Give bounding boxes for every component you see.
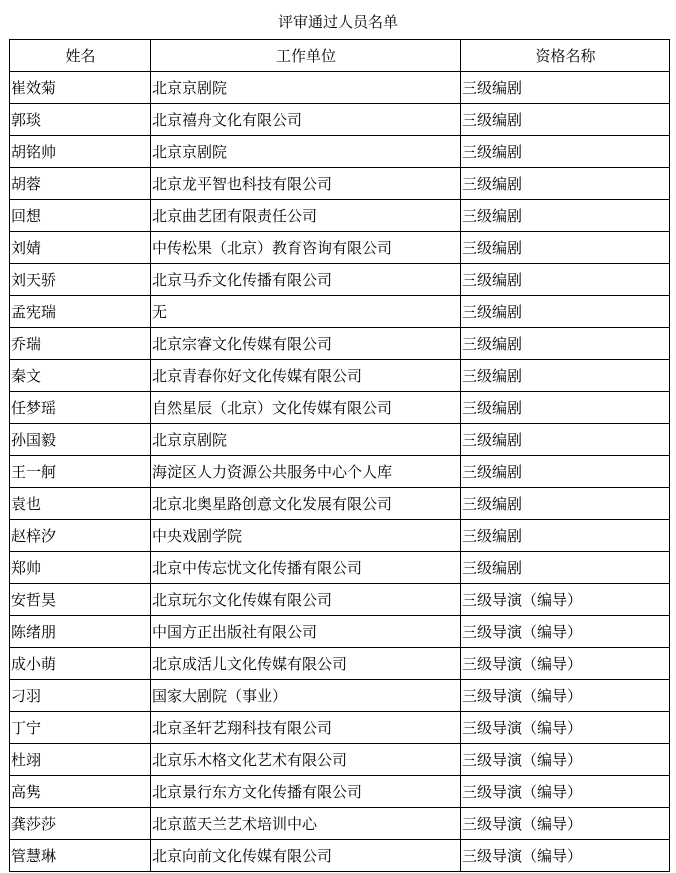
name-cell: 杜翊 — [10, 744, 151, 776]
qualification-cell: 三级导演（编导） — [461, 584, 670, 616]
qualification-cell: 三级编剧 — [461, 424, 670, 456]
work-unit-cell: 无 — [151, 296, 461, 328]
table-row — [10, 808, 670, 840]
name-cell: 成小萌 — [10, 648, 151, 680]
approved-personnel-table — [9, 39, 670, 872]
table-row — [10, 264, 670, 296]
qualification-cell: 三级编剧 — [461, 264, 670, 296]
header-row — [10, 40, 670, 72]
table-row — [10, 712, 670, 744]
name-cell: 高隽 — [10, 776, 151, 808]
header-name: 姓名 — [10, 40, 151, 72]
work-unit-cell: 北京圣轩艺翔科技有限公司 — [151, 712, 461, 744]
work-unit-cell: 国家大剧院（事业） — [151, 680, 461, 712]
work-unit-cell: 海淀区人力资源公共服务中心个人库 — [151, 456, 461, 488]
qualification-cell: 三级导演（编导） — [461, 648, 670, 680]
table-row — [10, 424, 670, 456]
table-body — [10, 72, 670, 872]
qualification-cell: 三级编剧 — [461, 392, 670, 424]
qualification-cell: 三级导演（编导） — [461, 808, 670, 840]
name-cell: 胡蓉 — [10, 168, 151, 200]
table-row — [10, 296, 670, 328]
work-unit-cell: 北京马乔文化传播有限公司 — [151, 264, 461, 296]
work-unit-cell: 北京北奥星路创意文化发展有限公司 — [151, 488, 461, 520]
qualification-cell: 三级编剧 — [461, 552, 670, 584]
name-cell: 刘天骄 — [10, 264, 151, 296]
qualification-cell: 三级导演（编导） — [461, 840, 670, 872]
qualification-cell: 三级导演（编导） — [461, 680, 670, 712]
table-row — [10, 776, 670, 808]
qualification-cell: 三级编剧 — [461, 104, 670, 136]
work-unit-cell: 北京宗睿文化传媒有限公司 — [151, 328, 461, 360]
table-row — [10, 232, 670, 264]
table-row — [10, 392, 670, 424]
work-unit-cell: 自然星辰（北京）文化传媒有限公司 — [151, 392, 461, 424]
qualification-cell: 三级编剧 — [461, 168, 670, 200]
qualification-cell: 三级编剧 — [461, 232, 670, 264]
name-cell: 王一舸 — [10, 456, 151, 488]
work-unit-cell: 北京京剧院 — [151, 136, 461, 168]
table-row — [10, 488, 670, 520]
table-row — [10, 456, 670, 488]
table-row — [10, 584, 670, 616]
table-row — [10, 72, 670, 104]
name-cell: 乔瑞 — [10, 328, 151, 360]
work-unit-cell: 北京向前文化传媒有限公司 — [151, 840, 461, 872]
table-row — [10, 168, 670, 200]
table-row — [10, 616, 670, 648]
work-unit-cell: 北京中传忘忧文化传播有限公司 — [151, 552, 461, 584]
work-unit-cell: 北京龙平智也科技有限公司 — [151, 168, 461, 200]
name-cell: 孙国毅 — [10, 424, 151, 456]
work-unit-cell: 中国方正出版社有限公司 — [151, 616, 461, 648]
table-row — [10, 360, 670, 392]
name-cell: 郑帅 — [10, 552, 151, 584]
qualification-cell: 三级编剧 — [461, 136, 670, 168]
name-cell: 袁也 — [10, 488, 151, 520]
qualification-cell: 三级编剧 — [461, 200, 670, 232]
table-header — [10, 40, 670, 72]
qualification-cell: 三级编剧 — [461, 72, 670, 104]
name-cell: 赵梓汐 — [10, 520, 151, 552]
work-unit-cell: 北京景行东方文化传播有限公司 — [151, 776, 461, 808]
table-row — [10, 328, 670, 360]
name-cell: 胡铭帅 — [10, 136, 151, 168]
work-unit-cell: 北京成活儿文化传媒有限公司 — [151, 648, 461, 680]
name-cell: 回想 — [10, 200, 151, 232]
work-unit-cell: 北京京剧院 — [151, 424, 461, 456]
table-row — [10, 648, 670, 680]
name-cell: 崔效菊 — [10, 72, 151, 104]
table-row — [10, 136, 670, 168]
table-row — [10, 744, 670, 776]
work-unit-cell: 北京玩尔文化传媒有限公司 — [151, 584, 461, 616]
header-qualification: 资格名称 — [461, 40, 670, 72]
table-row — [10, 840, 670, 872]
name-cell: 安哲昊 — [10, 584, 151, 616]
work-unit-cell: 北京禧舟文化有限公司 — [151, 104, 461, 136]
qualification-cell: 三级编剧 — [461, 328, 670, 360]
qualification-cell: 三级编剧 — [461, 296, 670, 328]
name-cell: 管慧琳 — [10, 840, 151, 872]
work-unit-cell: 中央戏剧学院 — [151, 520, 461, 552]
qualification-cell: 三级导演（编导） — [461, 776, 670, 808]
work-unit-cell: 北京曲艺团有限责任公司 — [151, 200, 461, 232]
qualification-cell: 三级编剧 — [461, 488, 670, 520]
table-row — [10, 104, 670, 136]
name-cell: 任梦瑶 — [10, 392, 151, 424]
document-title: 评审通过人员名单 — [277, 13, 398, 31]
qualification-cell: 三级导演（编导） — [461, 616, 670, 648]
qualification-cell: 三级导演（编导） — [461, 744, 670, 776]
qualification-cell: 三级编剧 — [461, 520, 670, 552]
work-unit-cell: 北京乐木格文化艺术有限公司 — [151, 744, 461, 776]
name-cell: 孟宪瑞 — [10, 296, 151, 328]
header-work-unit: 工作单位 — [151, 40, 461, 72]
name-cell: 刁羽 — [10, 680, 151, 712]
name-cell: 秦文 — [10, 360, 151, 392]
name-cell: 陈绪朋 — [10, 616, 151, 648]
table-row — [10, 552, 670, 584]
table-row — [10, 680, 670, 712]
work-unit-cell: 北京青春你好文化传媒有限公司 — [151, 360, 461, 392]
name-cell: 刘婧 — [10, 232, 151, 264]
qualification-cell: 三级导演（编导） — [461, 712, 670, 744]
work-unit-cell: 北京蓝天兰艺术培训中心 — [151, 808, 461, 840]
qualification-cell: 三级编剧 — [461, 456, 670, 488]
work-unit-cell: 中传松果（北京）教育咨询有限公司 — [151, 232, 461, 264]
table-row — [10, 520, 670, 552]
name-cell: 郭琰 — [10, 104, 151, 136]
qualification-cell: 三级编剧 — [461, 360, 670, 392]
name-cell: 丁宁 — [10, 712, 151, 744]
table-row — [10, 200, 670, 232]
name-cell: 龚莎莎 — [10, 808, 151, 840]
work-unit-cell: 北京京剧院 — [151, 72, 461, 104]
